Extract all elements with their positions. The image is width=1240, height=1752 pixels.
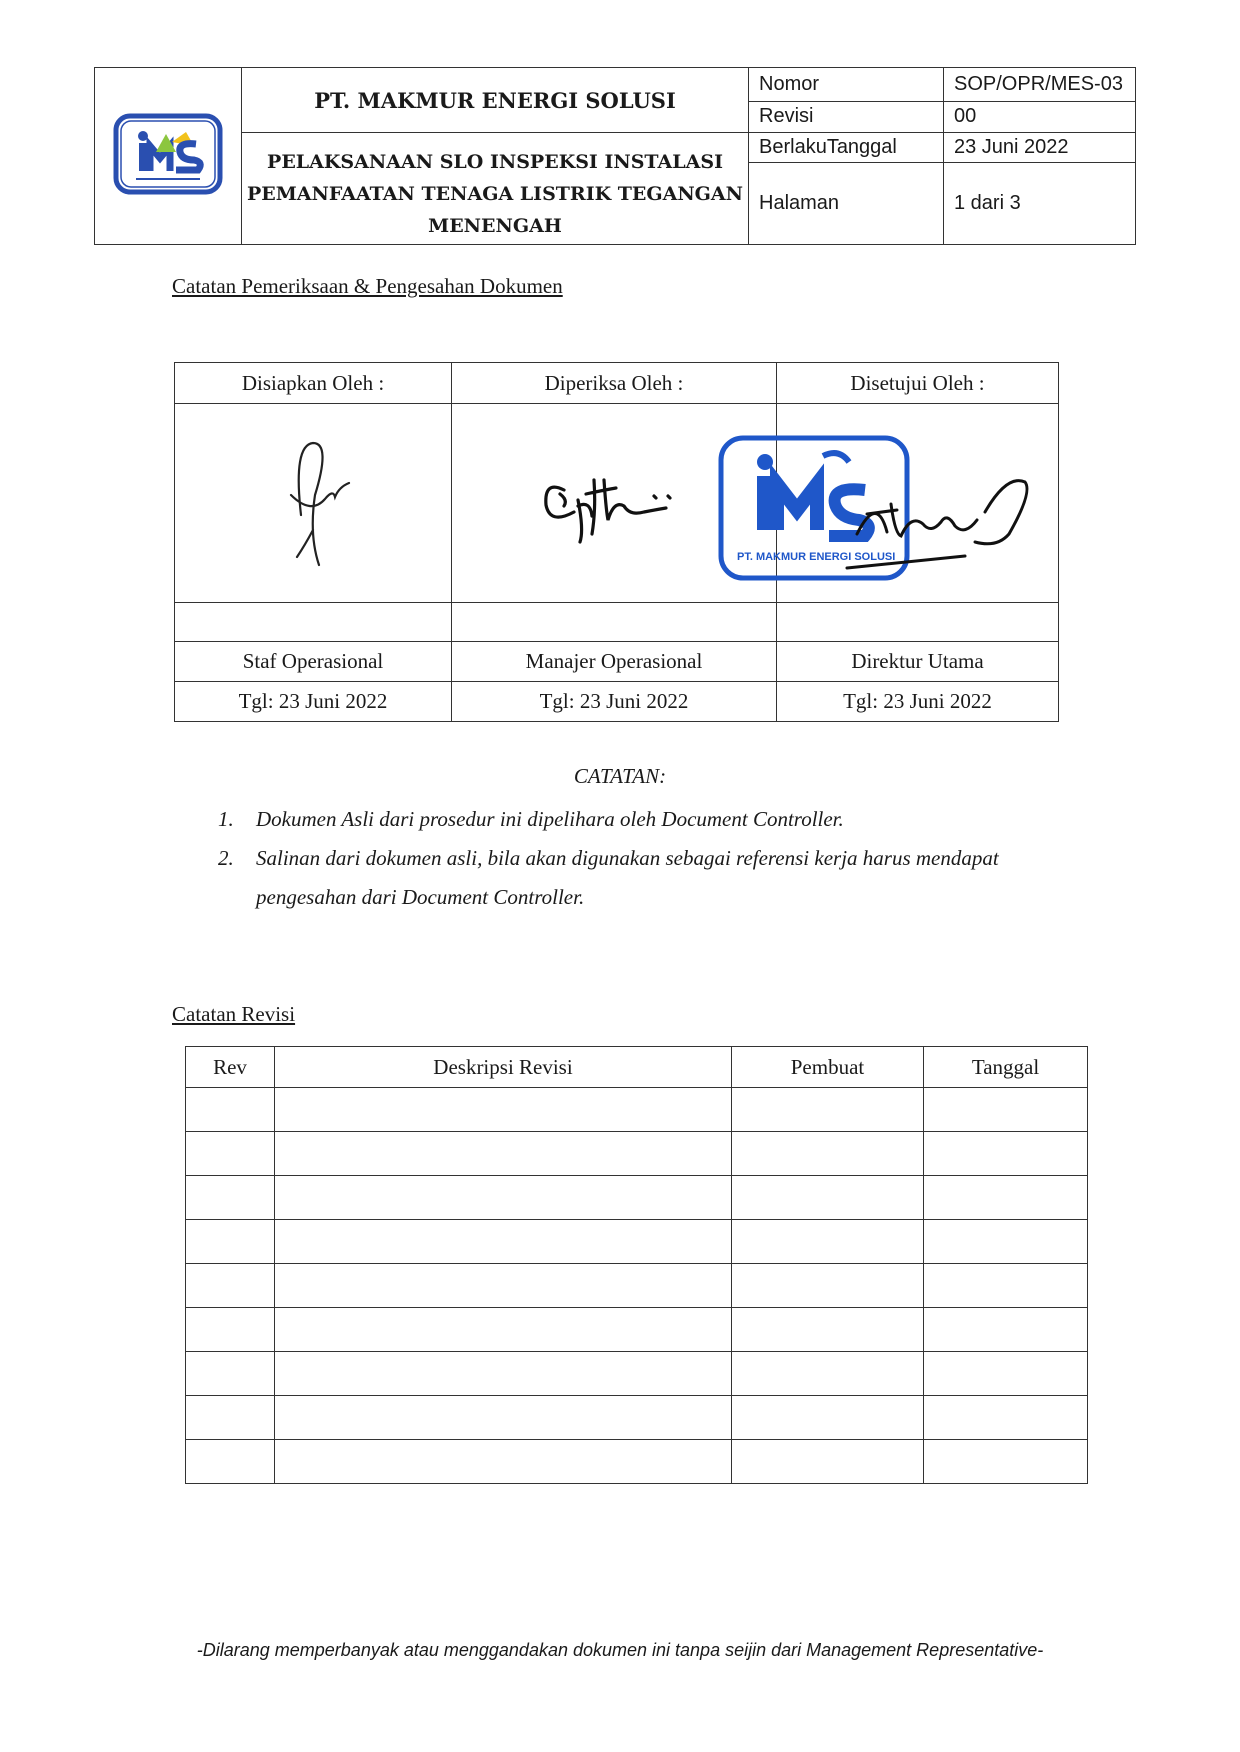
- approval-table: [174, 362, 1059, 722]
- table-cell: [275, 1352, 732, 1396]
- rev-header: Rev: [186, 1047, 275, 1088]
- logo-cell: [95, 68, 242, 245]
- description-header: Deskripsi Revisi: [275, 1047, 732, 1088]
- table-row: [186, 1264, 1088, 1308]
- table-cell: [732, 1176, 924, 1220]
- table-cell: [732, 1088, 924, 1132]
- table-cell: [732, 1440, 924, 1484]
- role-director: Direktur Utama: [777, 642, 1059, 682]
- table-row: [186, 1176, 1088, 1220]
- table-cell: [732, 1264, 924, 1308]
- table-cell: [275, 1264, 732, 1308]
- meta-label-halaman: Halaman: [749, 163, 944, 245]
- table-row: [186, 1352, 1088, 1396]
- document-title: [242, 133, 749, 245]
- note-text: Salinan dari dokumen asli, bila akan digunakan sebagai referensi kerja harus mendapat pengesahan dari Document Controller.: [256, 846, 999, 909]
- table-cell: [924, 1132, 1088, 1176]
- table-cell: [732, 1308, 924, 1352]
- table-cell: [186, 1440, 275, 1484]
- table-cell: [275, 1220, 732, 1264]
- date-manager: Tgl: 23 Juni 2022: [452, 682, 777, 722]
- signature-staff-icon: [253, 425, 373, 575]
- stamp-text: PT. MAKMUR ENERGI SOLUSI: [737, 551, 896, 563]
- table-cell: [186, 1396, 275, 1440]
- table-row: [186, 1220, 1088, 1264]
- table-cell: [275, 1440, 732, 1484]
- company-name: PT. MAKMUR ENERGI SOLUSI: [242, 68, 749, 133]
- table-cell: [186, 1352, 275, 1396]
- approved-by-heading: Disetujui Oleh :: [777, 363, 1059, 404]
- author-header: Pembuat: [732, 1047, 924, 1088]
- meta-value-revisi: 00: [944, 101, 1136, 132]
- prepared-by-heading: Disiapkan Oleh :: [175, 363, 452, 404]
- table-cell: [732, 1396, 924, 1440]
- role-manager: Manajer Operasional: [452, 642, 777, 682]
- note-item: [218, 839, 1018, 917]
- role-staff: Staf Operasional: [175, 642, 452, 682]
- note-item: [218, 800, 1018, 839]
- signature-cell-staff: [175, 404, 452, 603]
- table-cell: [924, 1352, 1088, 1396]
- table-row: [186, 1396, 1088, 1440]
- checked-by-heading: Diperiksa Oleh :: [452, 363, 777, 404]
- table-cell: [275, 1308, 732, 1352]
- meta-value-halaman: 1 dari 3: [944, 163, 1136, 245]
- note-number: 2.: [218, 846, 234, 870]
- gap-cell: [175, 603, 452, 642]
- table-cell: [924, 1088, 1088, 1132]
- revision-table: [185, 1046, 1088, 1484]
- table-cell: [186, 1176, 275, 1220]
- table-cell: [732, 1220, 924, 1264]
- table-cell: [924, 1176, 1088, 1220]
- table-cell: [924, 1308, 1088, 1352]
- date-director: Tgl: 23 Juni 2022: [777, 682, 1059, 722]
- note-text: Dokumen Asli dari prosedur ini dipelihara oleh Document Controller.: [256, 807, 844, 831]
- meta-label-nomor: Nomor: [749, 68, 944, 102]
- table-cell: [186, 1132, 275, 1176]
- table-cell: [275, 1396, 732, 1440]
- table-cell: [275, 1132, 732, 1176]
- meta-value-berlaku: 23 Juni 2022: [944, 133, 1136, 163]
- signature-director-icon: [837, 464, 1037, 574]
- title-line-2: PEMANFAATAN TENAGA LISTRIK TEGANGAN: [246, 182, 744, 205]
- table-cell: [924, 1220, 1088, 1264]
- title-line-1: PELAKSANAAN SLO INSPEKSI INSTALASI: [267, 150, 723, 173]
- table-cell: [186, 1308, 275, 1352]
- date-header: Tanggal: [924, 1047, 1088, 1088]
- table-cell: [924, 1440, 1088, 1484]
- table-cell: [186, 1220, 275, 1264]
- signature-manager-icon: [534, 450, 694, 550]
- table-cell: [924, 1396, 1088, 1440]
- table-cell: [924, 1264, 1088, 1308]
- table-cell: [275, 1176, 732, 1220]
- table-row: [186, 1088, 1088, 1132]
- approval-section-title: Catatan Pemeriksaan & Pengesahan Dokumen: [172, 274, 563, 298]
- notes-title: CATATAN:: [573, 764, 667, 788]
- footer-disclaimer: -Dilarang memperbanyak atau menggandakan dokumen ini tanpa seijin dari Management Representative-: [196, 1640, 1044, 1660]
- revision-section-title: Catatan Revisi: [172, 1002, 296, 1026]
- meta-label-revisi: Revisi: [749, 101, 944, 132]
- meta-label-berlaku: BerlakuTanggal: [749, 133, 944, 163]
- table-row: [186, 1440, 1088, 1484]
- signature-cell-director: [737, 404, 1059, 603]
- table-cell: [275, 1088, 732, 1132]
- table-cell: [186, 1264, 275, 1308]
- notes-list: [218, 800, 1018, 917]
- table-row: [186, 1308, 1088, 1352]
- table-row: [186, 1132, 1088, 1176]
- table-cell: [186, 1088, 275, 1132]
- date-staff: Tgl: 23 Juni 2022: [175, 682, 452, 722]
- note-number: 1.: [218, 807, 234, 831]
- table-cell: [732, 1352, 924, 1396]
- company-logo-icon: [112, 112, 224, 196]
- table-cell: [732, 1132, 924, 1176]
- document-header: [94, 67, 1136, 245]
- meta-value-nomor: SOP/OPR/MES-03: [944, 68, 1136, 102]
- gap-cell: [777, 603, 1059, 642]
- title-line-3: MENENGAH: [428, 214, 562, 237]
- gap-cell: [452, 603, 777, 642]
